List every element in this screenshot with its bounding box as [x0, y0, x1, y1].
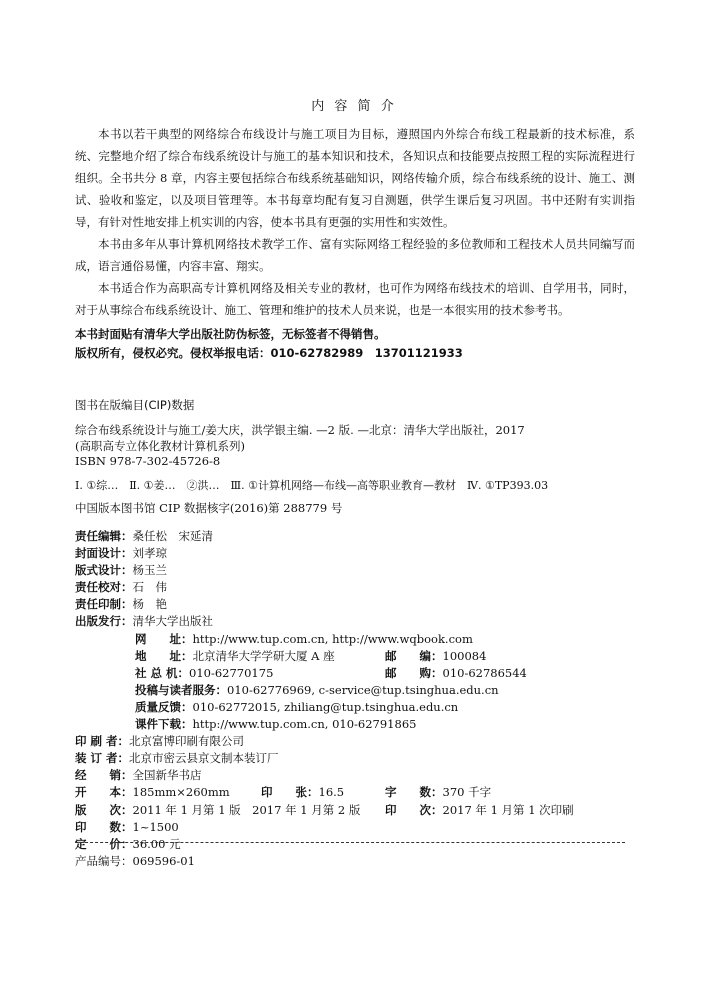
hq-label: 社 总 机：	[135, 665, 190, 680]
feedback-value: 010-62772015, zhiliang@tup.tsinghua.edu.cn	[192, 699, 459, 714]
words-group	[385, 784, 491, 801]
cip-number: 中国版本图书馆 CIP 数据核字(2016)第 288779 号	[75, 501, 343, 515]
edition-row	[75, 802, 574, 819]
product-code: 产品编号：069596-01	[75, 854, 195, 868]
credit-row	[75, 545, 499, 562]
sheets-value: 16.5	[318, 785, 345, 800]
sheets-label: 印 张：	[261, 785, 319, 800]
publisher-address-row	[75, 648, 499, 665]
cip-line: 综合布线系统设计与施工/姜大庆，洪学银主编. —2 版. —北京：清华大学出版社，2017	[75, 423, 525, 437]
credit-value: 桑任松 宋延清	[132, 529, 213, 543]
sheets-group	[261, 784, 344, 801]
publisher-phone-row	[75, 665, 527, 682]
price-value: 36.00 元	[132, 836, 181, 851]
distributor-value: 全国新华书店	[132, 768, 202, 783]
price-row	[75, 836, 499, 853]
intro-paragraph: 本书以若干典型的网络综合布线设计与施工项目为目标，遵照国内外综合布线工程最新的技术标准，系统、完整地介绍了综合布线系统设计与施工的基本知识和技术，各知识点和技能要点按照工程的实际流程进行组织。全书共分 8 章，内容主要包括综合布线系统基础知识，网络传输介质，综合布线系统的设计、施工、测试、验收和鉴定，以及项目管理等。本书每章均配有复习自测题，供学生课后复习巩固。书中还附有实训指导，有针对性地安排上机实训的内容，使本书具有更强的实用性和实效性。	[75, 127, 635, 229]
contrib-value: 010-62776969, c-service@tup.tsinghua.edu.cn	[227, 682, 499, 697]
copyright-notice: 版权所有，侵权必究。侵权举报电话：010-62782989 13701121933	[75, 346, 463, 360]
credit-label: 出版发行：	[75, 614, 133, 629]
cip-isbn: ISBN 978-7-302-45726-8	[75, 454, 221, 468]
distributor-row	[75, 767, 499, 784]
address-value: 北京清华大学学研大厦 A 座	[192, 648, 335, 663]
feedback-label: 质量反馈：	[135, 699, 193, 714]
credit-row	[75, 579, 499, 596]
credits-block	[75, 528, 574, 853]
printing-label: 印 次：	[385, 802, 443, 817]
cip-heading: 图书在版编目(CIP)数据	[75, 398, 195, 412]
printer-value: 北京富博印刷有限公司	[129, 734, 245, 749]
credit-label: 责任印制：	[75, 597, 133, 612]
words-value: 370 千字	[442, 785, 492, 800]
publisher-web-row	[75, 631, 499, 648]
credit-value: 石 伟	[132, 580, 167, 595]
credit-value: 杨玉兰	[132, 563, 167, 578]
mailorder-label: 邮 购：	[385, 665, 443, 680]
credit-row	[75, 528, 499, 545]
intro-paragraph: 本书适合作为高职高专计算机网络及相关专业的教材，也可作为网络布线技术的培训、自学用书，同时，对于从事综合布线系统设计、施工、管理和维护的技术人员来说，也是一本很实用的技术参考书。	[75, 281, 635, 317]
binder-label: 装 订 者：	[75, 751, 130, 766]
edition-label: 版 次：	[75, 802, 133, 817]
credit-value: 清华大学出版社	[132, 614, 213, 629]
format-value: 185mm×260mm	[132, 785, 230, 800]
credit-label: 封面设计：	[75, 546, 133, 561]
credit-row	[75, 613, 499, 630]
intro-title: 内 容 简 介	[311, 99, 397, 114]
print-run-label: 印 数：	[75, 819, 133, 834]
credit-label: 版式设计：	[75, 563, 133, 578]
divider-dashed	[75, 842, 625, 843]
contrib-label: 投稿与读者服务：	[135, 682, 227, 697]
mailorder-group	[385, 665, 527, 682]
download-value: http://www.tup.com.cn, 010-62791865	[192, 717, 417, 732]
edition-value: 2011 年 1 月第 1 版 2017 年 1 月第 2 版	[132, 802, 361, 817]
words-label: 字 数：	[385, 785, 443, 800]
credit-label: 责任编辑：	[75, 529, 133, 543]
download-label: 课件下载：	[135, 717, 193, 732]
binder-row	[75, 750, 499, 767]
address-label: 地 址：	[135, 648, 193, 663]
intro-body	[75, 123, 635, 321]
printer-label: 印 刷 者：	[75, 734, 130, 749]
publisher-feedback-row	[75, 699, 499, 716]
publisher-download-row	[75, 716, 499, 733]
print-run-row	[75, 819, 499, 836]
print-run-value: 1~1500	[132, 819, 179, 834]
credit-value: 杨 艳	[132, 597, 167, 612]
distributor-label: 经 销：	[75, 768, 133, 783]
mailorder-value: 010-62786544	[442, 665, 527, 680]
hq-value: 010-62770175	[189, 665, 274, 680]
anti-counterfeit-notice: 本书封面贴有清华大学出版社防伪标签，无标签者不得销售。	[75, 327, 386, 341]
publisher-contrib-row	[75, 682, 499, 699]
intro-paragraph: 本书由多年从事计算机网络技术教学工作、富有实际网络工程经验的多位教师和工程技术人员共同编写而成，语言通俗易懂，内容丰富、翔实。	[75, 237, 635, 273]
printing-group	[385, 802, 574, 819]
credit-row	[75, 562, 499, 579]
price-label: 定 价：	[75, 836, 133, 851]
zip-group	[385, 648, 486, 665]
web-value: http://www.tup.com.cn, http://www.wqbook.com	[192, 631, 473, 646]
credit-value: 刘孝琼	[132, 546, 167, 561]
format-row	[75, 784, 499, 801]
credit-row	[75, 596, 499, 613]
printing-value: 2017 年 1 月第 1 次印刷	[442, 802, 574, 817]
cip-line: (高职高专立体化教材计算机系列)	[75, 439, 245, 453]
zip-label: 邮 编：	[385, 648, 443, 663]
credit-label: 责任校对：	[75, 580, 133, 595]
cip-classification: Ⅰ. ①综… Ⅱ. ①姜… ②洪… Ⅲ. ①计算机网络—布线—高等职业教育—教材 Ⅳ. ①TP393.03	[75, 479, 549, 492]
binder-value: 北京市密云县京文制本装订厂	[129, 751, 279, 766]
printer-row	[75, 733, 499, 750]
web-label: 网 址：	[135, 631, 193, 646]
format-label: 开 本：	[75, 785, 133, 800]
zip-value: 100084	[442, 648, 487, 663]
